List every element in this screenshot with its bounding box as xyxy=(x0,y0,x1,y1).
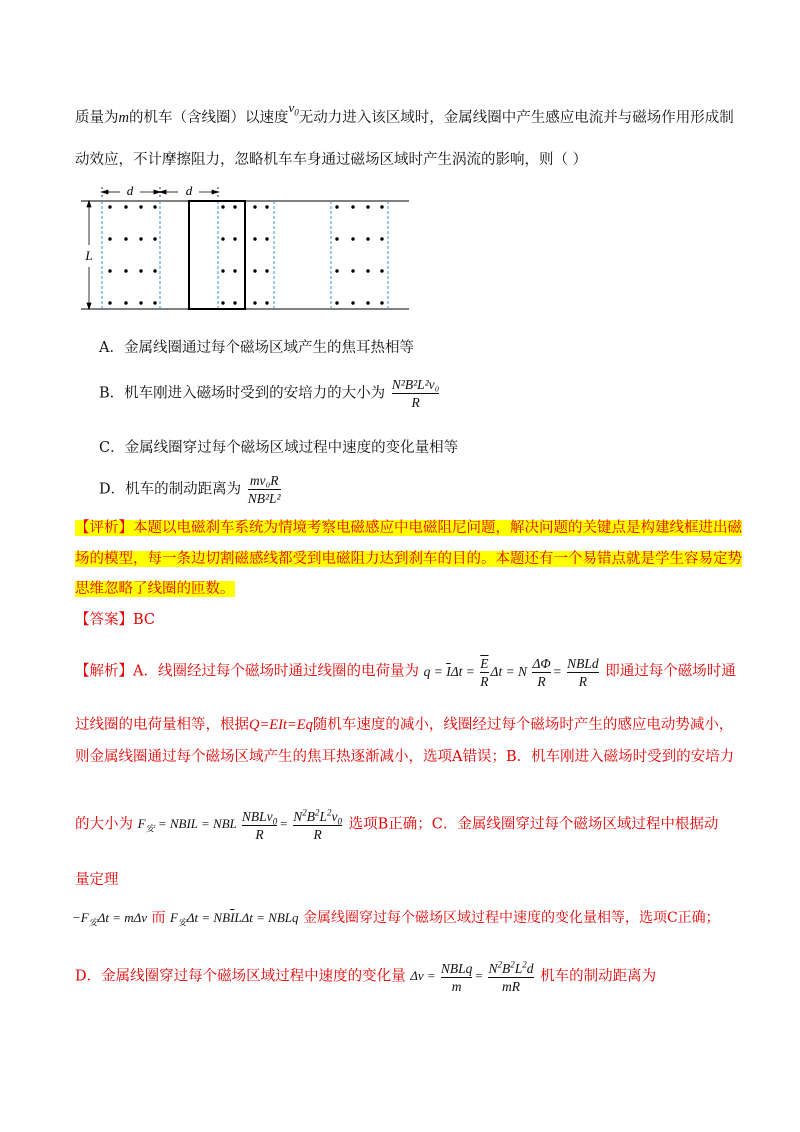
option-b: B．机车刚进入磁场时受到的安培力的大小为 $\frac{\text{N²B²L²v₀}}{R}$ xyxy=(99,377,440,410)
option-d: D．机车的制动距离为 $\frac{\text{mv₀R}}{\text{NB²L²}}$ xyxy=(99,473,281,506)
review-line-3: 思维忽略了线圈的匝数。 xyxy=(75,581,235,597)
analysis-line-1: 【解析】A．线圈经过每个磁场时通过线圈的电荷量为 $q = \overline{I}\Delta t$ = $\frac{\overline{E}}{R}$ Δt = N $\frac{\Delta\Phi}{R}$ = $\frac{\text{NBLd}}{R}$ 即通过每个磁场时通 xyxy=(75,656,736,689)
analysis-line-6: $-F_安\Delta t = m\Delta v$ 而 $F_安\Delta t = NB\overline{I}L\Delta t$ = NBLq 金属线圈穿过每个磁场区域过程中速度的变化量相等，选项C正确； xyxy=(72,910,720,928)
analysis-line-5: 量定理 xyxy=(75,872,119,888)
option-c: C．金属线圈穿过每个磁场区域过程中速度的变化量相等 xyxy=(99,440,459,456)
analysis-line-3: 则金属线圈通过每个磁场区域产生的焦耳热逐渐减小，选项A错误；B．机车刚进入磁场时受到的安培力 xyxy=(75,749,735,765)
magnetic-field-figure xyxy=(75,183,415,318)
question-line-1: 质量为m的机车（含线圈）以速度$v_0$无动力进入该区域时，金属线圈中产生感应电流并与磁场作用形成制 xyxy=(75,100,734,126)
label-d-2: d xyxy=(185,183,193,198)
coil-frame xyxy=(189,201,245,309)
label-L: L xyxy=(85,248,93,263)
option-a: A．金属线圈通过每个磁场区域产生的焦耳热相等 xyxy=(99,340,414,356)
analysis-line-4: 的大小为 $F_安$ = NBIL = NBL $\frac{NBLv_0}{R}$ = $\frac{N^2B^2L^2v_0}{R}$ 选项B正确；C．金属线圈穿过每个磁场区域过程中根据动 xyxy=(75,807,719,842)
analysis-line-2: 过线圈的电荷量相等，根据Q=EIt=Eq随机车速度的减小，线圈经过每个磁场时产生的感应电动势减小， xyxy=(75,717,734,733)
review-line-2: 场的模型，每一条边切割磁感线都受到电磁阻力达到刹车的目的。本题还有一个易错点就是学生容易定势 xyxy=(75,551,742,567)
label-d-1: d xyxy=(126,183,134,198)
analysis-line-7: D．金属线圈穿过每个磁场区域过程中速度的变化量 Δv = $\frac{\text{NBLq}}{m}$ = $\frac{N^2B^2L^2d}{mR}$ 机车的制动距离为 xyxy=(75,959,657,994)
question-line-2: 动效应，不计摩擦阻力，忽略机车车身通过磁场区域时产生涡流的影响，则（ ） xyxy=(75,152,588,168)
answer-line: 【答案】BC xyxy=(75,612,156,628)
review-line-1: 【评析】本题以电磁刹车系统为情境考察电磁感应中电磁阻尼问题，解决问题的关键点是构建线框进出磁 xyxy=(75,520,742,536)
